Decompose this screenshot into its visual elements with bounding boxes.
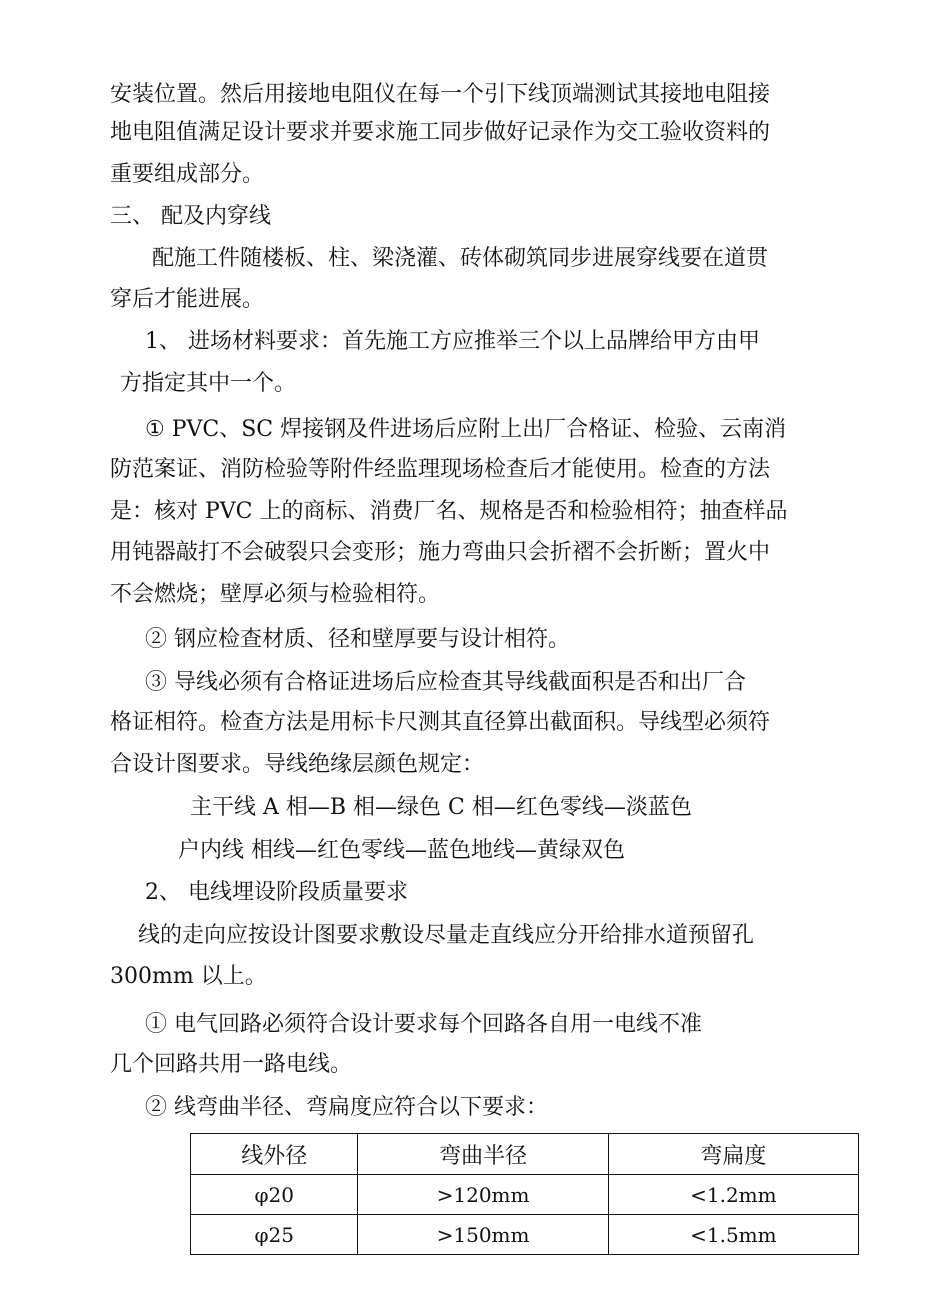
table-cell: φ20 bbox=[191, 1175, 358, 1215]
body-text-line: 合设计图要求。导线绝缘层颜色规定： bbox=[110, 752, 485, 777]
section-heading: 三、 配及内穿线 bbox=[110, 204, 271, 229]
body-text-line: 几个回路共用一路电线。 bbox=[110, 1052, 353, 1077]
body-text-line: 安装位置。然后用接地电阻仪在每一个引下线顶端测试其接地电阻接 bbox=[110, 82, 771, 107]
list-item: ③ 导线必须有合格证进场后应检查其导线截面积是否和出厂合 bbox=[145, 670, 746, 695]
table-cell: <1.2mm bbox=[608, 1175, 858, 1215]
body-text-line: 格证相符。检查方法是用标卡尺测其直径算出截面积。导线型必须符 bbox=[110, 710, 771, 735]
table-row bbox=[191, 1175, 859, 1215]
numbered-item: 1、 进场材料要求：首先施工方应推举三个以上品牌给甲方由甲 bbox=[145, 329, 760, 354]
body-text-line: 方指定其中一个。 bbox=[120, 371, 297, 396]
body-text-line: 不会燃烧；壁厚必须与检验相符。 bbox=[110, 582, 441, 607]
bend-spec-table bbox=[190, 1133, 859, 1255]
table-cell: >120mm bbox=[358, 1175, 608, 1215]
list-item: ① PVC、SC 焊接钢及件进场后应附上出厂合格证、检验、云南消 bbox=[145, 417, 787, 442]
color-rule-line: 户内线 相线—红色零线—蓝色地线—黄绿双色 bbox=[178, 838, 625, 863]
body-text-line: 线的走向应按设计图要求敷设尽量走直线应分开给排水道预留孔 bbox=[138, 923, 755, 948]
list-item: ① 电气回路必须符合设计要求每个回路各自用一电线不准 bbox=[145, 1012, 702, 1037]
table-header-row bbox=[191, 1134, 859, 1175]
numbered-item: 2、 电线埋设阶段质量要求 bbox=[145, 880, 408, 905]
body-text-line: 300mm 以上。 bbox=[110, 964, 267, 989]
list-item: ② 钢应检查材质、径和壁厚要与设计相符。 bbox=[145, 627, 570, 652]
body-text-line: 防范案证、消防检验等附件经监理现场检查后才能使用。检查的方法 bbox=[110, 457, 771, 482]
body-text-line: 是：核对 PVC 上的商标、消费厂名、规格是否和检验相符；抽查样品 bbox=[110, 499, 788, 524]
body-text-line: 穿后才能进展。 bbox=[110, 287, 265, 312]
table-row bbox=[191, 1215, 859, 1255]
table-header-cell: 线外径 bbox=[191, 1134, 358, 1175]
table-cell: <1.5mm bbox=[608, 1215, 858, 1255]
body-text-line: 用钝器敲打不会破裂只会变形；施力弯曲只会折褶不会折断；置火中 bbox=[110, 540, 771, 565]
body-text-line: 重要组成部分。 bbox=[110, 162, 265, 187]
color-rule-line: 主干线 A 相—B 相—绿色 C 相—红色零线—淡蓝色 bbox=[190, 795, 692, 820]
body-text-line: 配施工件随楼板、柱、梁浇灌、砖体砌筑同步进展穿线要在道贯 bbox=[152, 246, 769, 271]
list-item: ② 线弯曲半径、弯扁度应符合以下要求： bbox=[145, 1095, 548, 1120]
body-text-line: 地电阻值满足设计要求并要求施工同步做好记录作为交工验收资料的 bbox=[110, 120, 771, 145]
table-header-cell: 弯曲半径 bbox=[358, 1134, 608, 1175]
table-header-cell: 弯扁度 bbox=[608, 1134, 858, 1175]
table-cell: >150mm bbox=[358, 1215, 608, 1255]
table-cell: φ25 bbox=[191, 1215, 358, 1255]
